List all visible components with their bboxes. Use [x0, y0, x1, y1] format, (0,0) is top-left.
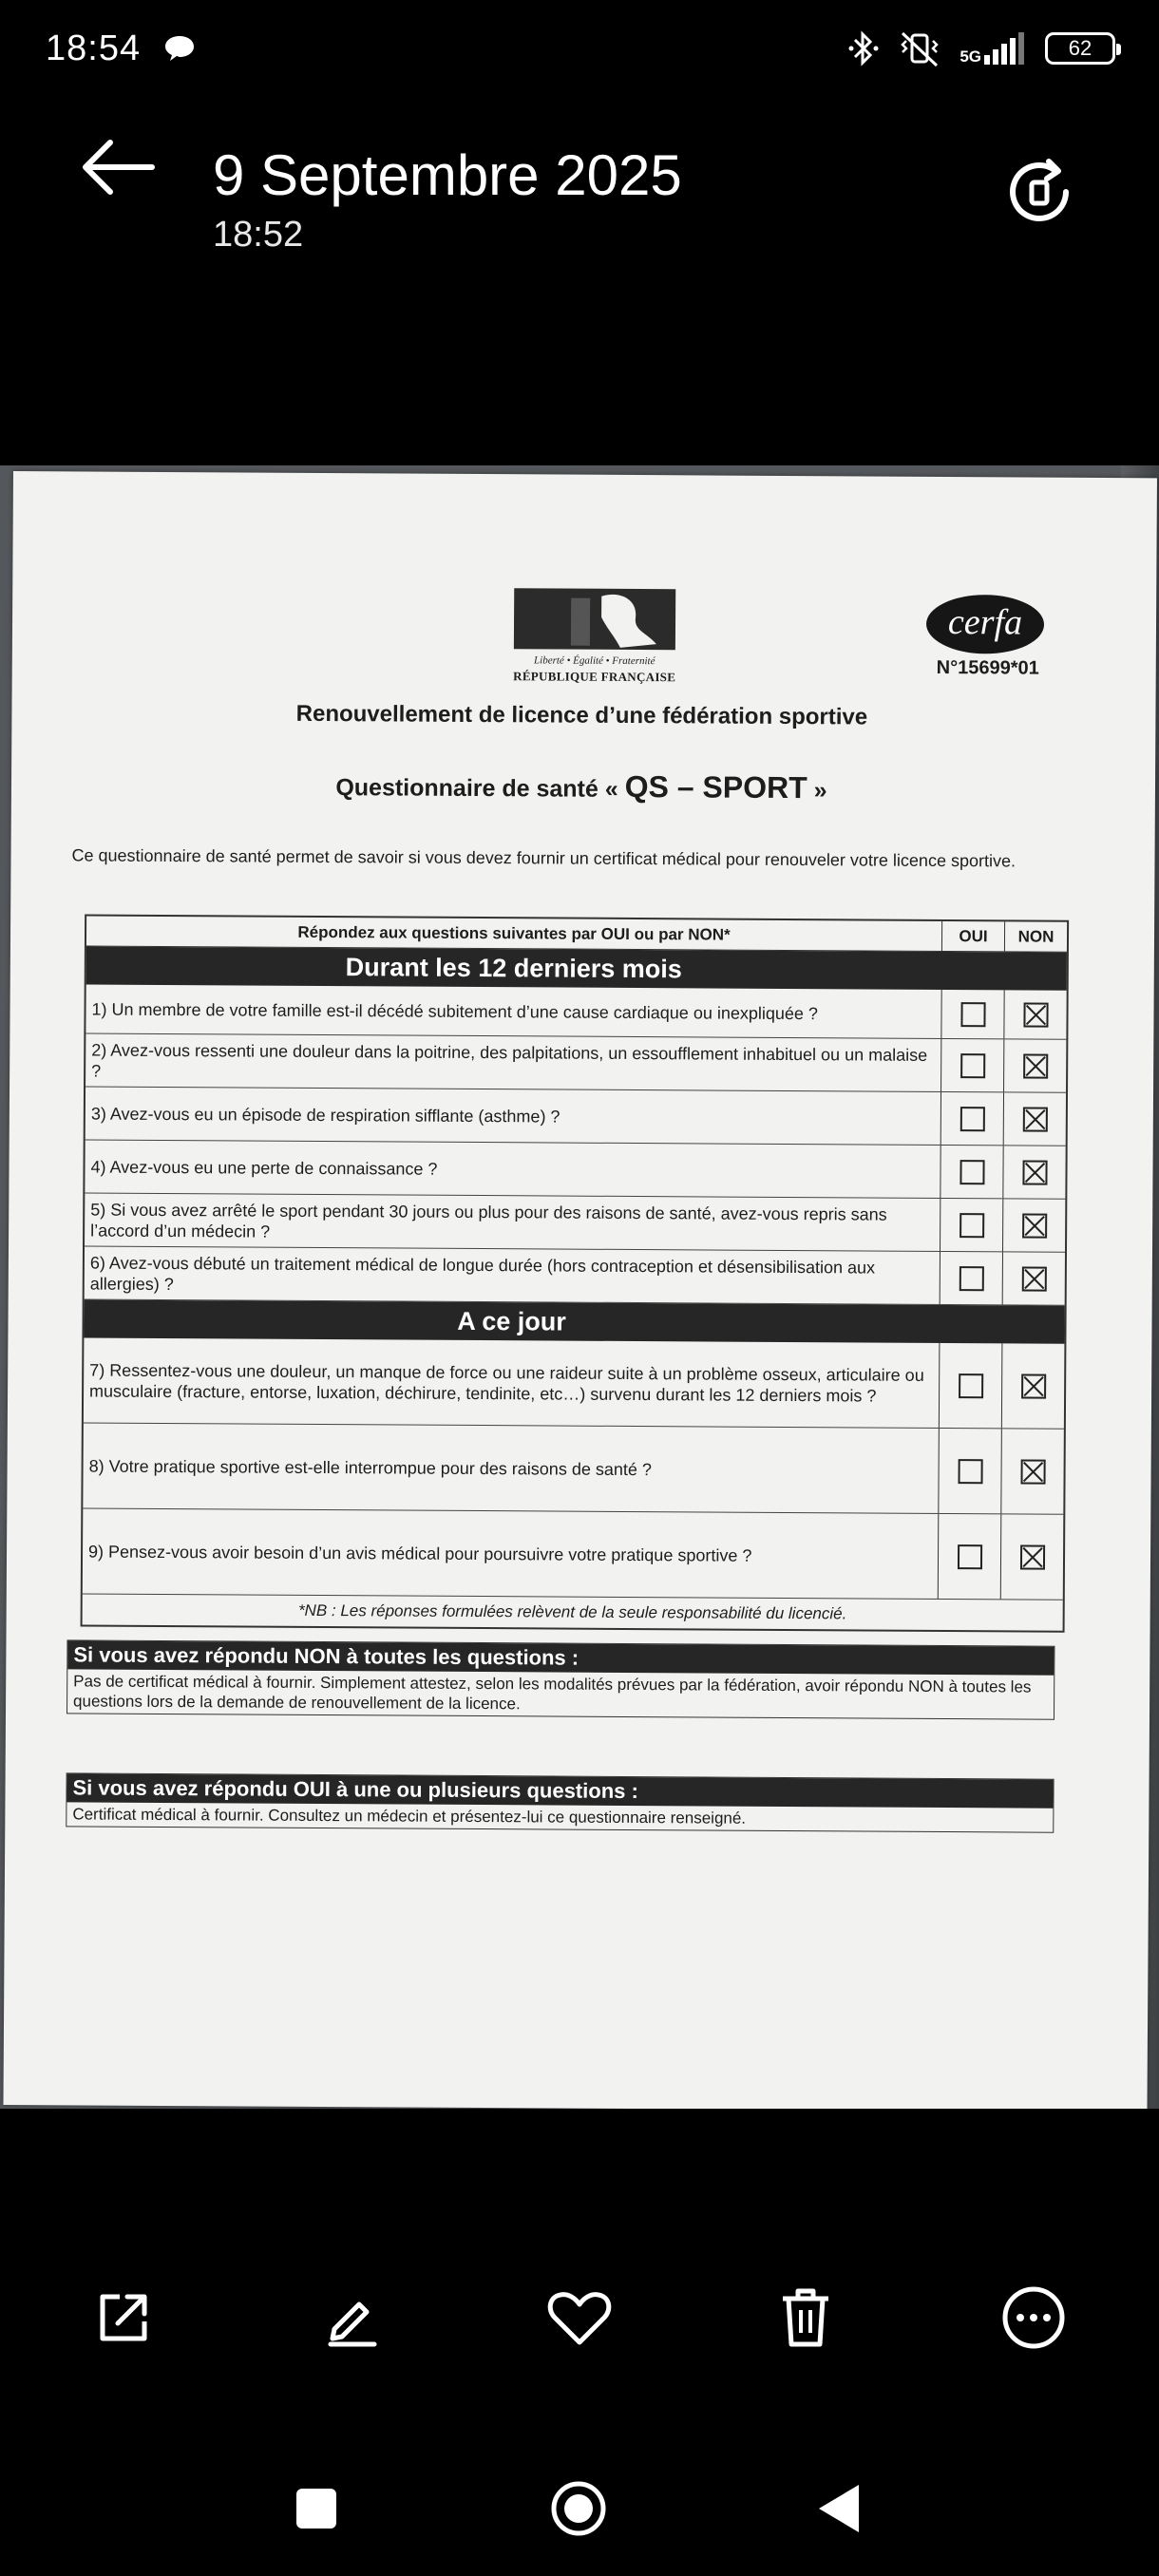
answer-cell-oui	[938, 1429, 1001, 1513]
checkbox-oui	[960, 1107, 984, 1131]
col-oui: OUI	[941, 921, 1004, 951]
photo-toolbar	[0, 2261, 1159, 2375]
answer-cell-non	[1003, 1039, 1066, 1091]
chat-icon	[163, 34, 196, 63]
signal-icon	[960, 32, 1026, 65]
republic-name: RÉPUBLIQUE FRANÇAISE	[513, 669, 676, 685]
document-title: Renouvellement de licence d’une fédération sportive	[295, 700, 868, 730]
bluetooth-icon	[847, 29, 880, 67]
box-all-non	[66, 1639, 1054, 1719]
battery-level: 62	[1068, 36, 1092, 60]
home-icon[interactable]	[545, 2475, 612, 2542]
section-12-months: Durant les 12 derniers mois	[86, 946, 1067, 990]
status-bar	[0, 0, 1159, 99]
answer-cell-oui	[939, 1343, 1002, 1428]
checkbox-non	[1022, 1213, 1047, 1238]
answer-cell-non	[1003, 1092, 1066, 1145]
answer-cell-non	[1003, 990, 1066, 1038]
question-text: 8) Votre pratique sportive est-elle interrompue pour des raisons de santé ?	[88, 1456, 652, 1479]
document-intro: Ce questionnaire de santé permet de savoir si vous devez fournir un certificat médical pour renouveler votre licence sportive.	[71, 845, 1016, 871]
more-icon[interactable]	[996, 2280, 1072, 2356]
answer-cell-non	[1002, 1146, 1065, 1198]
marianne-logo	[514, 588, 675, 650]
question-text: 5) Si vous avez arrêté le sport pendant 30 jours ou plus pour des raisons de santé, avez-vous repris sans l’accord d’un médecin ?	[90, 1200, 887, 1241]
box-some-oui-title: Si vous avez répondu OUI à une ou plusieurs questions :	[66, 1773, 1053, 1808]
checkbox-oui	[958, 1459, 982, 1484]
question-row	[86, 1087, 1066, 1146]
rotate-icon[interactable]	[999, 152, 1079, 232]
status-time: 18:54	[46, 28, 142, 68]
recents-icon[interactable]	[283, 2475, 350, 2542]
photo-time: 18:52	[213, 215, 304, 255]
question-text: 2) Avez-vous ressenti une douleur dans la poitrine, des palpitations, un essoufflement inhabituel ou un malaise ?	[91, 1040, 928, 1081]
answer-cell-non	[1000, 1514, 1064, 1599]
checkbox-oui	[957, 1544, 981, 1569]
box-all-non-body: Pas de certificat médical à fournir. Simplement attestez, selon les modalités prévues par la fédération, avoir répondu NON à toutes les questions lors de la demande de renouvellement de la licence.	[73, 1672, 1032, 1714]
edit-icon[interactable]	[314, 2280, 390, 2356]
answer-cell-oui	[940, 1146, 1002, 1198]
answer-cell-oui	[940, 990, 1003, 1038]
answer-cell-non	[1002, 1252, 1065, 1304]
section-today: A ce jour	[84, 1299, 1064, 1343]
questionnaire-table	[81, 914, 1070, 1632]
answer-cell-oui	[940, 1252, 1002, 1304]
question-row	[85, 1246, 1065, 1305]
document-subtitle: Questionnaire de santé « QS – SPORT »	[335, 768, 827, 805]
checkbox-non	[1020, 1459, 1045, 1484]
question-text: 7) Ressentez-vous une douleur, un manque de force ou une raideur suite à un problème osseux, articulaire ou musculaire (fracture, entorse, luxation, déchirure, tendinite, etc…) survenu durant les 12 derniers mois ?	[89, 1360, 924, 1406]
checkbox-oui	[960, 1160, 984, 1184]
checkbox-oui	[960, 1213, 984, 1238]
republic-motto: Liberté • Égalité • Fraternité	[534, 654, 656, 668]
question-text: 9) Pensez-vous avoir besoin d’un avis médical pour poursuivre votre pratique sportive ?	[87, 1542, 752, 1565]
question-row	[83, 1423, 1064, 1514]
answer-cell-oui	[940, 1039, 1003, 1091]
photo-date: 9 Septembre 2025	[213, 143, 682, 207]
checkbox-non	[1022, 1160, 1047, 1184]
answer-cell-oui	[938, 1514, 1001, 1599]
box-some-oui	[66, 1772, 1054, 1832]
question-row	[86, 984, 1066, 1039]
checkbox-non	[1022, 1107, 1047, 1131]
trash-icon[interactable]	[768, 2280, 844, 2356]
photo-viewer[interactable]	[0, 465, 1159, 2109]
answer-cell-non	[1000, 1429, 1064, 1513]
question-row	[83, 1508, 1064, 1600]
cerfa-number: N°15699*01	[936, 656, 1039, 679]
share-icon[interactable]	[86, 2280, 162, 2356]
checkbox-oui	[959, 1373, 983, 1398]
checkbox-non	[1023, 1053, 1048, 1078]
checkbox-oui	[960, 1053, 985, 1078]
question-text: 4) Avez-vous eu une perte de connaissance ?	[90, 1157, 438, 1179]
answer-cell-oui	[940, 1092, 1003, 1145]
box-all-non-title: Si vous avez répondu NON à toutes les questions :	[67, 1640, 1054, 1675]
table-note: *NB : Les réponses formulées relèvent de la seule responsabilité du licencié.	[297, 1601, 847, 1623]
question-text: 6) Avez-vous débuté un traitement médical de longue durée (hors contraception et désensibilisation aux allergies) ?	[89, 1253, 876, 1294]
table-header-text: Répondez aux questions suivantes par OUI ou par NON*	[297, 922, 731, 944]
answer-cell-non	[1002, 1199, 1065, 1251]
back-icon[interactable]	[806, 2475, 872, 2542]
document-page	[3, 471, 1156, 2109]
box-some-oui-body: Certificat médical à fournir. Consultez un médecin et présentez-lui ce questionnaire renseigné.	[72, 1805, 747, 1828]
checkbox-non	[1023, 1002, 1048, 1027]
status-icons	[847, 25, 1115, 72]
system-nav-bar	[0, 2460, 1159, 2555]
cerfa-logo: cerfa	[926, 595, 1044, 654]
network-type: 5G	[960, 47, 981, 66]
checkbox-non	[1019, 1544, 1044, 1569]
checkbox-non	[1021, 1373, 1046, 1398]
checkbox-oui	[959, 1266, 983, 1291]
answer-cell-non	[1001, 1343, 1065, 1428]
checkbox-oui	[960, 1002, 985, 1027]
question-row	[86, 1033, 1066, 1092]
question-row	[84, 1337, 1065, 1429]
battery-icon	[1045, 32, 1115, 65]
back-arrow-icon[interactable]	[76, 129, 162, 205]
question-text: 1) Un membre de votre famille est-il décédé subitement d’une cause cardiaque ou inexpliquée ?	[91, 999, 819, 1023]
heart-icon[interactable]	[542, 2280, 618, 2356]
answer-cell-oui	[940, 1199, 1002, 1251]
question-row	[85, 1140, 1065, 1199]
question-row	[85, 1193, 1065, 1252]
question-text: 3) Avez-vous eu un épisode de respiration sifflante (asthme) ?	[90, 1104, 560, 1127]
vibrate-icon	[899, 29, 940, 67]
checkbox-non	[1021, 1266, 1046, 1291]
col-non: NON	[1004, 921, 1067, 951]
